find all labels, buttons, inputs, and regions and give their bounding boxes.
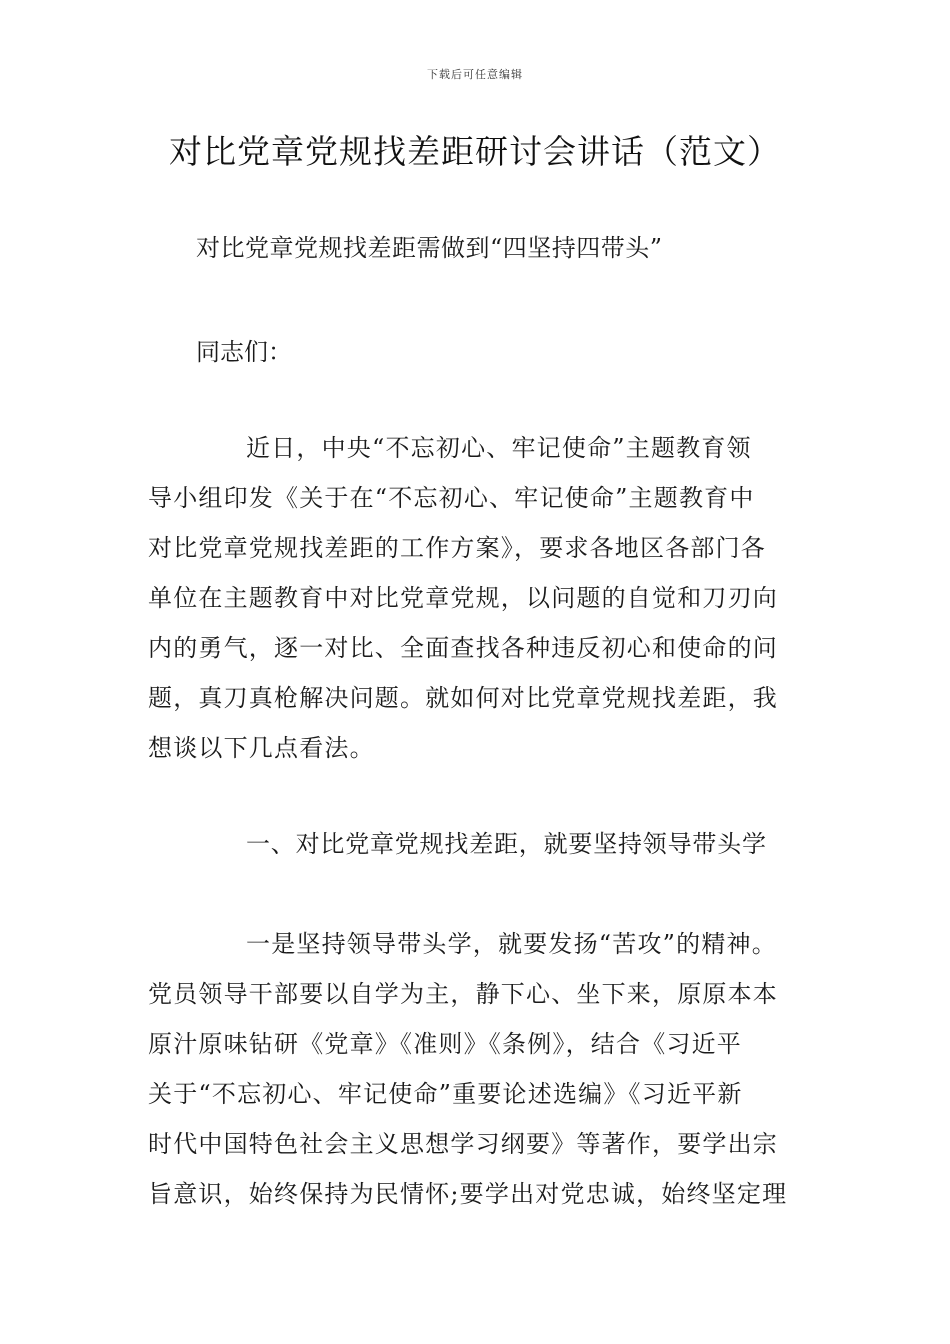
greeting: 同志们： [196, 338, 292, 366]
paragraph-line: 单位在主题教育中对比党章党规，以问题的自觉和刀刃向 [148, 584, 778, 612]
paragraph-line: 题，真刀真枪解决问题。就如何对比党章党规找差距，我 [148, 684, 778, 712]
paragraph-line: 内的勇气，逐一对比、全面查找各种违反初心和使命的问 [148, 634, 778, 662]
paragraph-line: 时代中国特色社会主义思想学习纲要》等著作，要学出宗 [148, 1130, 778, 1158]
paragraph-line: 原汁原味钻研《党章》《准则》《条例》，结合《习近平 [148, 1030, 742, 1058]
section-heading-1: 一、对比党章党规找差距，就要坚持领导带头学 [246, 830, 767, 858]
paragraph-line: 近日，中央“不忘初心、牢记使命”主题教育领 [246, 434, 752, 462]
paragraph-2 [148, 928, 838, 1228]
document-subtitle: 对比党章党规找差距需做到“四坚持四带头” [196, 234, 663, 262]
header-note: 下载后可任意编辑 [427, 68, 523, 81]
document-title: 对比党章党规找差距研讨会讲话（范文） [169, 132, 781, 171]
paragraph-line: 导小组印发《关于在“不忘初心、牢记使命”主题教育中 [148, 484, 755, 512]
paragraph-line: 党员领导干部要以自学为主，静下心、坐下来，原原本本 [148, 980, 778, 1008]
paragraph-line: 一是坚持领导带头学，就要发扬“苦攻”的精神。 [246, 930, 777, 958]
paragraph-1 [148, 432, 828, 782]
paragraph-line: 关于“不忘初心、牢记使命”重要论述选编》《习近平新 [148, 1080, 743, 1108]
paragraph-line: 旨意识，始终保持为民情怀;要学出对党忠诚，始终坚定理 [148, 1180, 788, 1208]
paragraph-line: 对比党章党规找差距的工作方案》，要求各地区各部门各 [148, 534, 766, 562]
paragraph-line: 想谈以下几点看法。 [148, 734, 375, 762]
